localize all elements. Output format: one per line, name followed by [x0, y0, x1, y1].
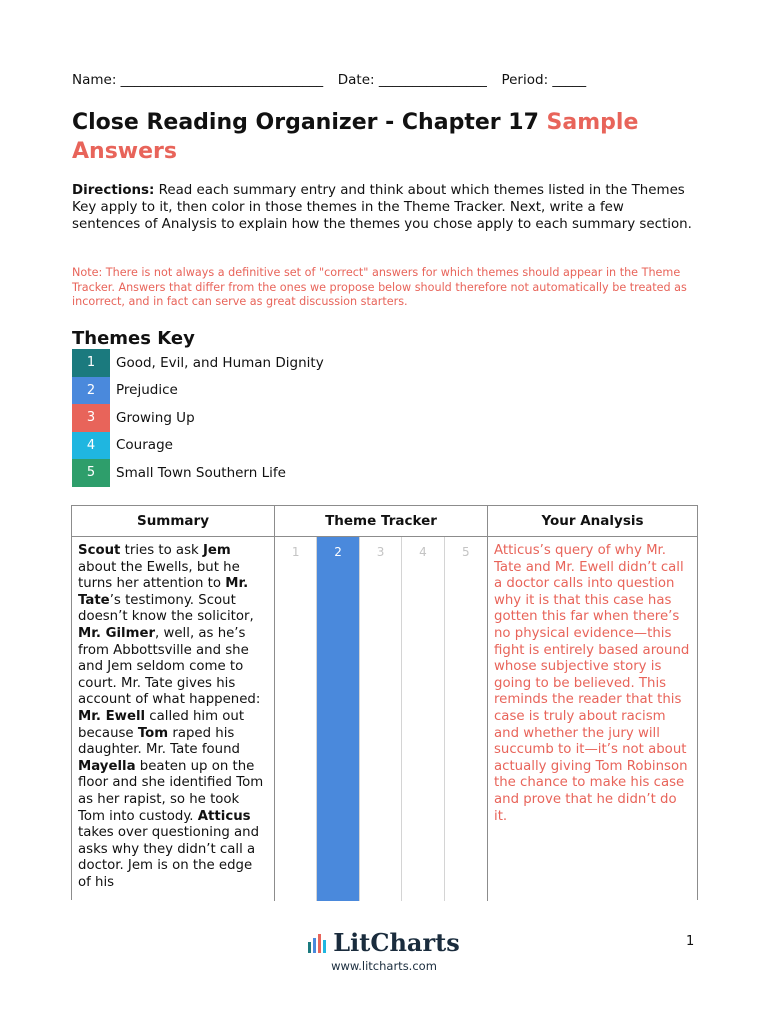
directions: [72, 182, 692, 233]
character-name: Jem: [202, 543, 231, 558]
organizer-table: [71, 505, 698, 900]
logo-bars-icon: [308, 933, 326, 953]
character-name: Mr. Gilmer: [78, 625, 156, 641]
themes-key-title: Themes Key: [72, 328, 195, 349]
tracker-column-5[interactable]: 5: [462, 545, 470, 559]
table-header: [72, 506, 697, 537]
directions-text: Read each summary entry and think about which themes listed in the Themes Key apply to it, then color in those themes in the Theme Tracker. Next, write a few sentences of Analysis to explain how the themes you chose apply to each summary section.: [72, 183, 692, 232]
logo-bar: [323, 940, 326, 953]
theme-number: 4: [72, 432, 110, 460]
date-field: Date: ________________: [337, 72, 487, 88]
theme-row: [72, 459, 492, 487]
character-name: Mr. Ewell: [78, 708, 146, 724]
student-info-line: [72, 72, 586, 88]
theme-number: 1: [72, 349, 110, 377]
theme-row: [72, 349, 492, 377]
period-field: Period: _____: [501, 72, 587, 88]
note: Note: There is not always a definitive set of "correct" answers for which themes should appear in the Theme Tracker. Answers that differ from the ones we propose below should therefore not automatically be treated as incorrect, and in fact can serve as great discussion starters.: [72, 266, 687, 308]
summary-header: Summary: [72, 506, 275, 536]
character-name: Mayella: [78, 758, 136, 774]
litcharts-logo: [308, 928, 459, 957]
theme-number: 3: [72, 404, 110, 432]
character-name: Tom: [137, 725, 169, 741]
summary-text: about the Ewells, but he turns her attention to: [78, 559, 240, 592]
name-field: Name: ______________________________: [72, 72, 324, 88]
page-title: [72, 108, 712, 166]
analysis-header: Your Analysis: [541, 513, 644, 529]
theme-label: Growing Up: [116, 409, 195, 426]
theme-label: Small Town Southern Life: [116, 464, 286, 481]
character-name: Atticus: [197, 808, 251, 824]
theme-number: 2: [72, 377, 110, 405]
page-number: 1: [686, 934, 695, 949]
logo-bar: [318, 934, 321, 953]
footer: [0, 928, 768, 973]
title-main: Close Reading Organizer - Chapter 17: [72, 110, 547, 135]
summary-cell: [72, 537, 275, 901]
summary-text: ’s testimony. Scout doesn’t know the solicitor,: [78, 592, 254, 625]
summary-text: beaten up on the floor and she identified Tom as her rapist, so he took Tom into custody.: [78, 758, 264, 824]
theme-label: Prejudice: [116, 382, 178, 399]
table-row: [72, 537, 697, 901]
logo-bar: [308, 942, 311, 953]
directions-label: Directions:: [72, 183, 155, 198]
tracker-column-1[interactable]: 1: [275, 537, 317, 901]
theme-number: 5: [72, 459, 110, 487]
theme-row: [72, 404, 492, 432]
theme-tracker-cell: [275, 537, 488, 901]
theme-label: Courage: [116, 437, 173, 454]
summary-text: , well, as he’s from Abbottsville and she and Jem seldom come to court. Mr. Tate gives his account of what happened:: [78, 625, 261, 708]
tracker-column-4[interactable]: 4: [402, 537, 444, 901]
analysis-cell: Atticus’s query of why Mr. Tate and Mr. Ewell didn’t call a doctor calls into question why it is that this case has gotten this far when there’s no physical evidence—this fight is entirely based around whose subjective story is going to be believed. This reminds the reader that this case is truly about racism and whether the jury will succumb to it—it’s not about actually giving Tom Robinson the chance to make his case and prove that he didn’t do it.: [494, 543, 690, 824]
theme-row: [72, 377, 492, 405]
summary-text: raped his daughter. Mr. Tate found: [78, 725, 240, 758]
summary-text: takes over questioning and asks why they didn’t call a doctor. Jem is on the edge of his: [78, 825, 260, 890]
summary-text: tries to ask: [120, 543, 203, 558]
theme-tracker-header: Theme Tracker: [275, 506, 488, 536]
theme-row: [72, 432, 492, 460]
tracker-column-3[interactable]: 3: [360, 537, 402, 901]
character-name: Mr. Tate: [78, 576, 249, 608]
tracker-column-2[interactable]: 2: [317, 537, 359, 901]
site-url: www.litcharts.com: [331, 959, 437, 973]
theme-label: Good, Evil, and Human Dignity: [116, 354, 324, 371]
logo-text: LitCharts: [333, 928, 460, 957]
summary-text: called him out because: [78, 708, 245, 741]
themes-key-list: [72, 349, 492, 487]
character-name: Scout: [78, 543, 121, 558]
title-accent: Sample Answers: [72, 110, 639, 164]
logo-bar: [313, 938, 316, 953]
